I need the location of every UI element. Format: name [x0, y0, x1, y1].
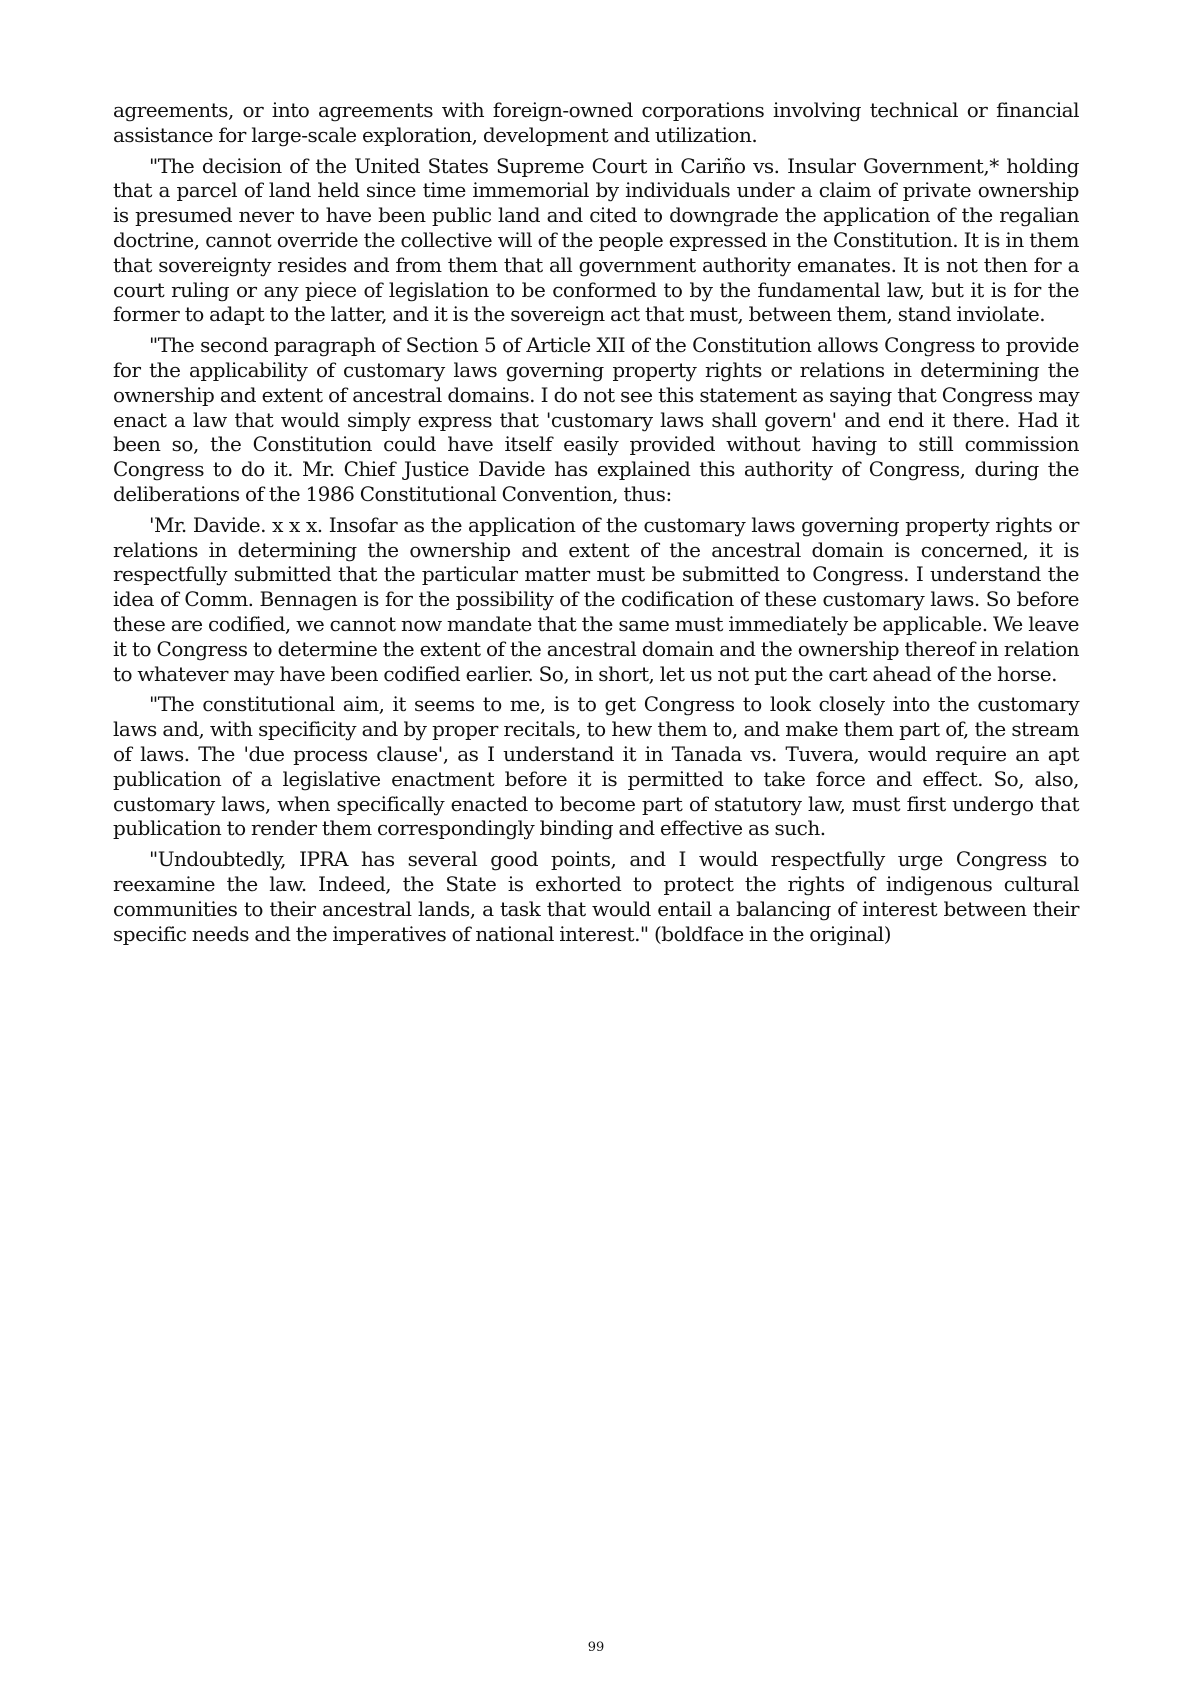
page-number: 99 — [587, 1640, 605, 1655]
paragraph-constitutional-aim: "The constitutional aim, it seems to me, is to get Congress to look closely into the customary laws and, with specificity and by proper recitals, to hew them to, and make them part of, the stream of laws. The 'due process clause', as I understand it in Tanada vs. Tuvera, would require an apt publication of a legislative enactment before it is permitted to take force and effect. So, also, customary laws, when specifically enacted to become part of statutory law, must first undergo that publication to render them correspondingly binding and effective as such. — [113, 692, 1079, 841]
paragraph-davide-quote: 'Mr. Davide. x x x. Insofar as the application of the customary laws governing property rights or relations in determining the ownership and extent of the ancestral domain is concerned, it is respectfully submitted that the particular matter must be submitted to Congress. I understand the idea of Comm. Bennagen is for the possibility of the codification of these customary laws. So before these are codified, we cannot now mandate that the same must immediately be applicable. We leave it to Congress to determine the extent of the ancestral domain and the ownership thereof in relation to whatever may have been codified earlier. So, in short, let us not put the cart ahead of the horse. — [113, 512, 1079, 686]
paragraph-second-paragraph-section-5: "The second paragraph of Section 5 of Article XII of the Constitution allows Congress to provide for the applicability of customary laws governing property rights or relations in determining the ownership and extent of ancestral domains. I do not see this statement as saying that Congress may enact a law that would simply express that 'customary laws shall govern' and end it there. Had it been so, the Constitution could have itself easily provided without having to still commission Congress to do it. Mr. Chief Justice Davide has explained this authority of Congress, during the deliberations of the 1986 Constitutional Convention, thus: — [113, 333, 1079, 506]
paragraph-continuation: agreements, or into agreements with foreign-owned corporations involving technical or financial assistance for large-scale exploration, development and utilization. — [113, 98, 1079, 147]
document-body — [113, 98, 1079, 952]
paragraph-carino-decision: "The decision of the United States Supreme Court in Cariño vs. Insular Government,* holding that a parcel of land held since time immemorial by individuals under a claim of private ownership is presumed never to have been public land and cited to downgrade the application of the regalian doctrine, cannot override the collective will of the people expressed in the Constitution. It is in them that sovereignty resides and from them that all government authority emanates. It is not then for a court ruling or any piece of legislation to be conformed to by the fundamental law, but it is for the former to adapt to the latter, and it is the sovereign act that must, between them, stand inviolate. — [113, 153, 1079, 327]
paragraph-ipra-points: "Undoubtedly, IPRA has several good points, and I would respectfully urge Congress to reexamine the law. Indeed, the State is exhorted to protect the rights of indigenous cultural communities to their ancestral lands, a task that would entail a balancing of interest between their specific needs and the imperatives of national interest." (boldface in the original) — [113, 847, 1079, 946]
